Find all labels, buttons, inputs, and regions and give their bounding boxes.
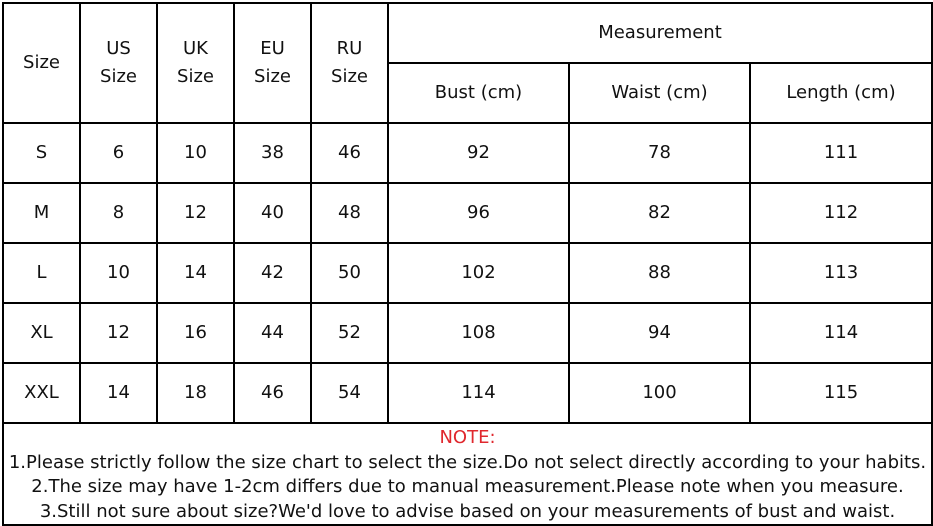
cell-ru: 52	[311, 303, 388, 363]
ru-size-header-line1: RU	[336, 38, 363, 59]
cell-waist: 94	[569, 303, 750, 363]
cell-size: S	[3, 123, 80, 183]
note-line-3: 3.Still not sure about size?We'd love to advise based on your measurements of bust and waist.	[39, 500, 896, 522]
cell-length: 114	[750, 303, 932, 363]
us-size-header-line1: US	[106, 38, 131, 59]
table-row	[3, 183, 932, 243]
cell-size: XL	[3, 303, 80, 363]
table-row	[3, 363, 932, 423]
table-row	[3, 123, 932, 183]
cell-eu: 46	[234, 363, 311, 423]
cell-uk: 10	[157, 123, 234, 183]
cell-waist: 82	[569, 183, 750, 243]
cell-us: 8	[80, 183, 157, 243]
uk-size-header-line2: Size	[177, 66, 214, 87]
cell-us: 14	[80, 363, 157, 423]
cell-bust: 92	[388, 123, 569, 183]
cell-length: 112	[750, 183, 932, 243]
note-cell	[3, 423, 932, 525]
us-size-header-line2: Size	[100, 66, 137, 87]
measurement-header: Measurement	[388, 3, 932, 63]
note-line-2: 2.The size may have 1-2cm differs due to manual measurement.Please note when you measure.	[31, 476, 904, 497]
cell-ru: 48	[311, 183, 388, 243]
note-title: NOTE:	[439, 427, 496, 448]
cell-size: L	[3, 243, 80, 303]
cell-uk: 14	[157, 243, 234, 303]
cell-eu: 44	[234, 303, 311, 363]
cell-eu: 42	[234, 243, 311, 303]
ru-size-header-line2: Size	[331, 66, 368, 87]
uk-size-header-line1: UK	[183, 38, 208, 59]
table-row	[3, 303, 932, 363]
cell-us: 12	[80, 303, 157, 363]
eu-size-header-line2: Size	[254, 66, 291, 87]
cell-length: 113	[750, 243, 932, 303]
cell-size: XXL	[3, 363, 80, 423]
uk-size-header	[157, 3, 234, 123]
us-size-header	[80, 3, 157, 123]
size-chart-table	[2, 2, 933, 526]
cell-ru: 50	[311, 243, 388, 303]
cell-us: 10	[80, 243, 157, 303]
eu-size-header-line1: EU	[260, 38, 285, 59]
cell-ru: 54	[311, 363, 388, 423]
cell-waist: 88	[569, 243, 750, 303]
cell-eu: 38	[234, 123, 311, 183]
cell-bust: 108	[388, 303, 569, 363]
eu-size-header	[234, 3, 311, 123]
length-header: Length (cm)	[750, 63, 932, 123]
cell-waist: 78	[569, 123, 750, 183]
cell-bust: 114	[388, 363, 569, 423]
size-header: Size	[3, 3, 80, 123]
cell-waist: 100	[569, 363, 750, 423]
cell-eu: 40	[234, 183, 311, 243]
cell-uk: 16	[157, 303, 234, 363]
cell-length: 111	[750, 123, 932, 183]
cell-size: M	[3, 183, 80, 243]
note-line-1: 1.Please strictly follow the size chart to select the size.Do not select directly according to your habits.	[8, 451, 927, 473]
cell-bust: 102	[388, 243, 569, 303]
cell-length: 115	[750, 363, 932, 423]
cell-us: 6	[80, 123, 157, 183]
table-row	[3, 243, 932, 303]
waist-header: Waist (cm)	[569, 63, 750, 123]
note-row	[3, 423, 932, 525]
bust-header: Bust (cm)	[388, 63, 569, 123]
cell-uk: 12	[157, 183, 234, 243]
cell-ru: 46	[311, 123, 388, 183]
ru-size-header	[311, 3, 388, 123]
cell-uk: 18	[157, 363, 234, 423]
cell-bust: 96	[388, 183, 569, 243]
header-row-top	[3, 3, 932, 63]
